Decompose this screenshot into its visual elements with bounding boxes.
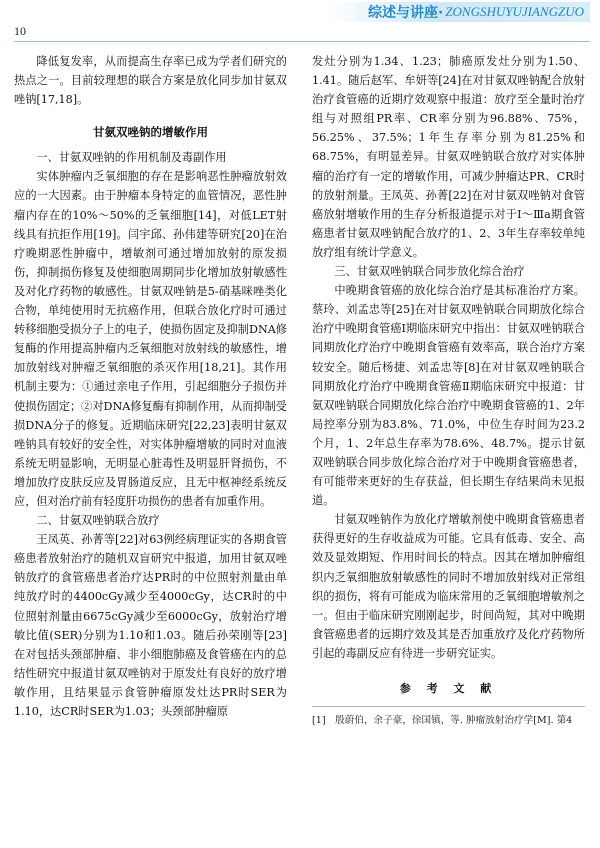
references-title: 参 考 文 献 — [399, 682, 498, 695]
subsection-title-1: 一、甘氨双唑钠的作用机制及毒副作用 — [36, 151, 227, 165]
paragraph-chemoradiotherapy: 中晚期食管癌的放化综合治疗是其标准治疗方案。蔡玲、刘孟忠等[25]在对甘氨双唑钠联合同期放化综合治疗中晚期食管癌Ⅰ期临床研究中指出：甘氨双唑钠联合同期放化疗治疗中晚期食管癌有效率高，联合治疗方案较安全。随后杨捷、刘孟忠等[8]在对甘氨双唑钠联合同期放化疗治疗中晚期食管癌Ⅱ期临床研究中报道：甘氨双唑钠联合同期放化综合治疗中晚期食管癌的1、2年局控率分别为83.8%、71.0%，中位生存时间为23.2个月，1、2年总生存率为78.6%、48.7%。提示甘氨双唑钠联合同步放化综合治疗对于中晚期食管癌患者，有可能带来更好的生存获益，但长期生存结果尚未见报道。 — [312, 284, 585, 508]
section-heading: 甘氨双唑钠的增敏作用 — [93, 125, 208, 140]
intro-paragraph: 降低复发率，从而提高生存率已成为学者们研究的热点之一。目前较理想的联合方案是放化同步加甘氨双唑钠[17,18]。 — [14, 55, 287, 107]
header-divider — [14, 41, 590, 42]
paragraph-mechanism: 实体肿瘤内乏氧细胞的存在是影响恶性肿瘤放射效应的一大因素。由于肿瘤本身特定的血管情况，恶性肿瘤内存在的10%～50%的乏氧细胞[14]，对低LET射线具有抗拒作用[19]。闫宇邱、孙伟建等研究[20]在治疗晚期恶性肿瘤中，增敏剂可通过增加放射的原发损伤，抑制损伤修复及使细胞周期同步化增加放射敏感性及对化疗药物的敏感性。甘氨双唑钠是5-硝基咪唑类化合物，单纯使用时无抗癌作用，但联合放化疗时可通过转移细胞受损分子上的电子，使损伤固定及抑制DNA修复酶的作用提高肿瘤内乏氧细胞对放射线的敏感性，增加放射线对肿瘤乏氧细胞的杀灭作用[18,21]。其作用机制主要为：①通过亲电子作用，引起细胞分子损伤并使损伤固定；②对DNA修复酶有抑制作用，从而抑制受损DNA分子的修复。近期临床研究[22,23]表明甘氨双唑钠具有较好的安全性，对实体肿瘤增敏的同时对血液系统无明显影响，无明显心脏毒性及明显肝肾损伤，不增加放疗皮肤反应及胃肠道反应，且无中枢神经系统反应，但对治疗前有轻度肝功损伤的患者有加重作用。 — [14, 170, 287, 508]
right-column — [312, 52, 585, 728]
page-header — [0, 0, 600, 42]
subsection-title-3: 三、甘氨双唑钠联合同步放化综合治疗 — [334, 265, 525, 279]
reference-item: [1] 殷蔚伯，余子豪，徐国镇，等. 肿瘤放射治疗学[M]. 第4 — [312, 715, 573, 726]
subsection-title-2: 二、甘氨双唑钠联合放疗 — [36, 514, 160, 528]
page-number: 10 — [14, 24, 26, 38]
paragraph-continued: 发灶分别为1.34、1.23；肺癌原发灶分别为1.50、1.41。随后赵军、牟妍等[24]在对甘氨双唑钠配合放射治疗食管癌的近期疗效观察中报道：放疗至全量时治疗组与对照组PR率、CR率分别为96.88%、75%，56.25%、37.5%；1年生存率分别为81.25%和68.75%，有明显差异。甘氨双唑钠联合放疗对实体肿瘤的治疗有一定的增敏作用，可减少肿瘤达PR、CR时的放射剂量。王凤英、孙菁[22]在对甘氨双唑钠对食管癌放射增敏作用的生存分析报道提示对于Ⅰ～Ⅲa期食管癌患者甘氨双唑钠配合放疗的1、2、3年生存率较单纯放疗组有统计学意义。 — [312, 55, 585, 259]
references-divider — [312, 706, 585, 707]
section-name-pinyin: ZONGSHUYUJIANGZUO — [445, 4, 584, 19]
journal-section-banner — [328, 2, 590, 22]
paragraph-radiotherapy: 王凤英、孙菁等[22]对63例经病理证实的各期食管癌患者放射治疗的随机双盲研究中报道，加用甘氨双唑钠放疗的食管癌患者治疗达PR时的中位照射剂量由单纯放疗时的4400cGy减少至4000cGy，达CR时的中位照射剂量由6675cGy减少至6000cGy，放射治疗增敏比值(SER)分别为1.10和1.03。随后孙荣刚等[23]在对包括头颈部肿瘤、非小细胞肺癌及食管癌在内的总结性研究中报道甘氨双唑钠对于原发灶有良好的放疗增敏作用，且结果显示食管肿瘤原发灶达PR时SER为1.10，达CR时SER为1.03；头颈部肿瘤原 — [14, 533, 287, 718]
section-name-chinese: 综述与讲座· — [367, 5, 444, 21]
left-column — [14, 52, 287, 721]
paragraph-conclusion: 甘氨双唑钠作为放化疗增敏剂使中晚期食管癌患者获得更好的生存收益成为可能。它具有低毒、安全、高效及显效期短、作用时间长的特点。因其在增加肿瘤组织内乏氧细胞放射敏感性的同时不增加放射线对正常组织的损伤，将有可能成为临床常用的乏氧细胞增敏剂之一。但由于临床研究刚刚起步，时间尚短，其对中晚期食管癌患者的远期疗效及其是否加重放疗及化疗药物所引起的毒副反应有待进一步研究证实。 — [312, 513, 585, 660]
